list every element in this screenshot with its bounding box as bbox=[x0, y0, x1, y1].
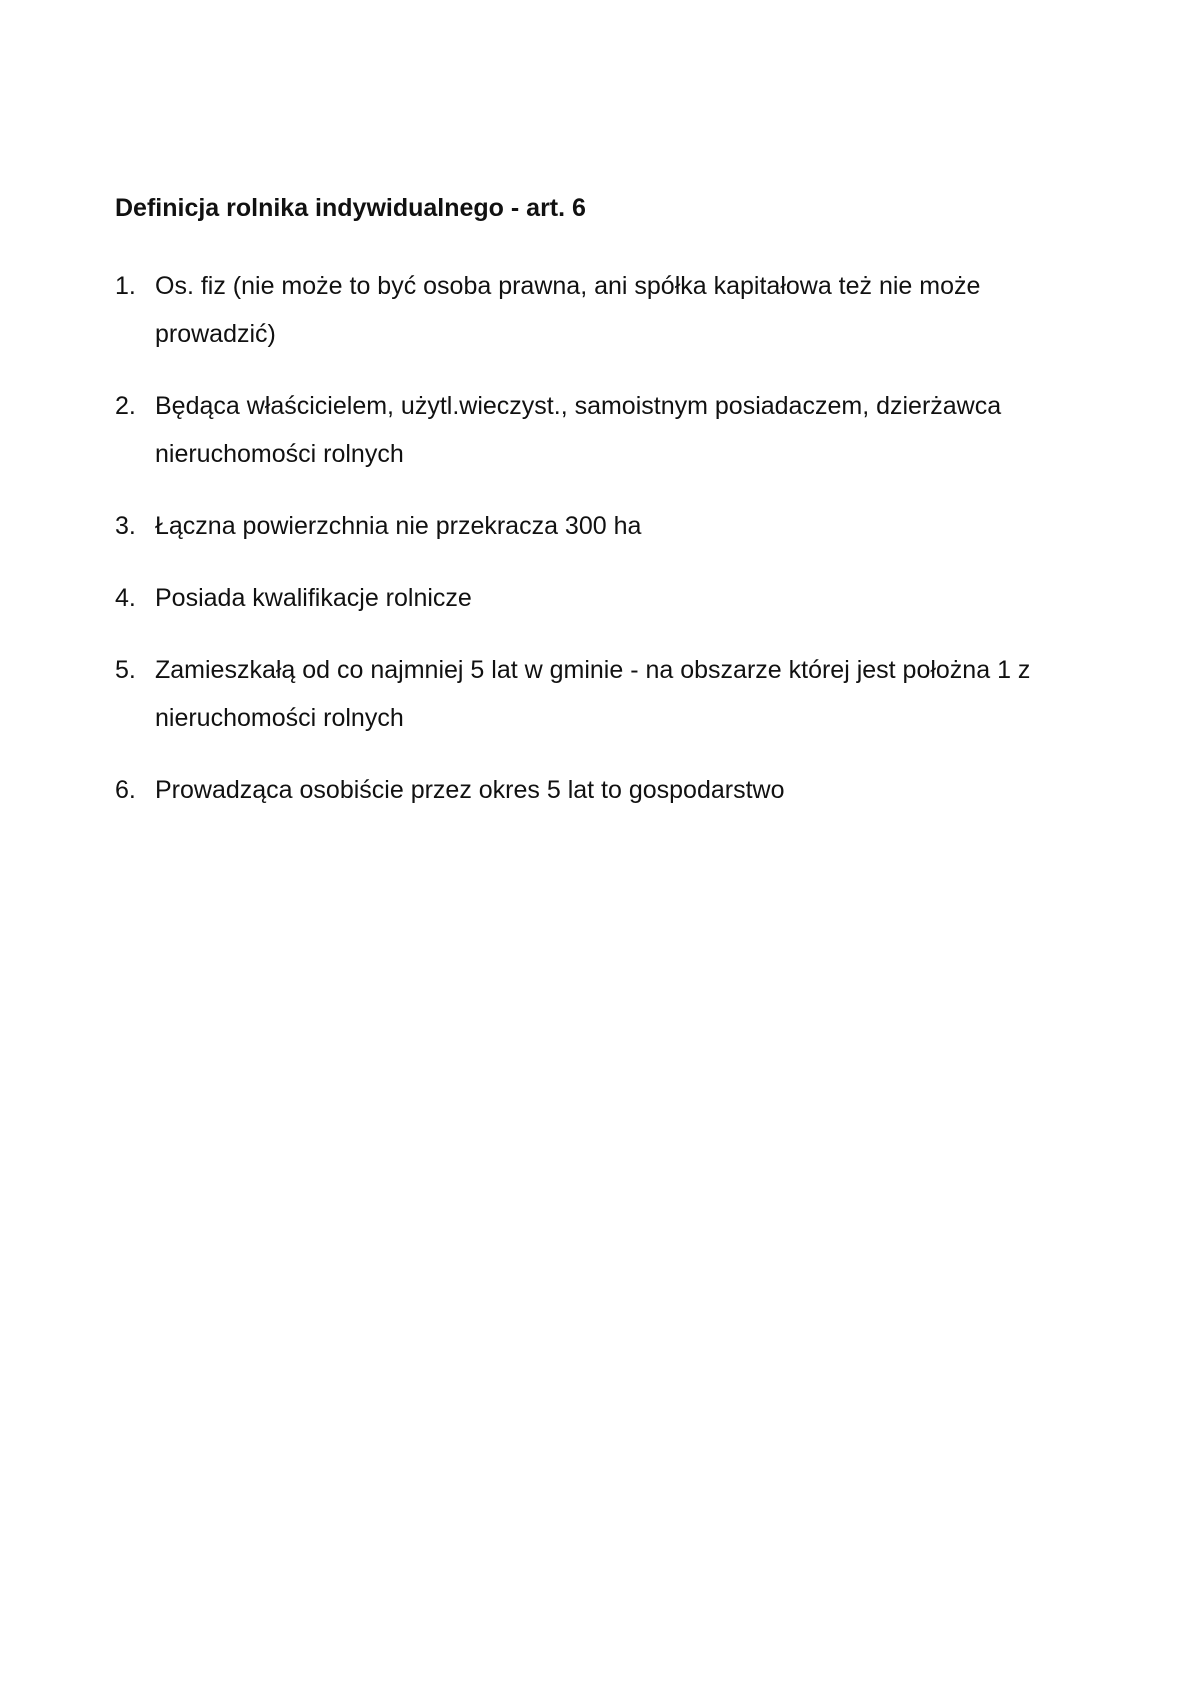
numbered-list bbox=[115, 262, 1075, 838]
list-item-number: 2. bbox=[115, 392, 136, 420]
list-item bbox=[115, 262, 1075, 358]
list-item-text: Będąca właścicielem, użytl.wieczyst., samoistnym posiadaczem, dzierżawca nieruchomości rolnych bbox=[155, 392, 1002, 468]
list-item-text: Prowadząca osobiście przez okres 5 lat to gospodarstwo bbox=[155, 776, 785, 804]
document-title: Definicja rolnika indywidualnego - art. 6 bbox=[115, 194, 586, 222]
list-item-text: Os. fiz (nie może to być osoba prawna, ani spółka kapitałowa też nie może prowadzić) bbox=[155, 272, 981, 348]
list-item bbox=[115, 646, 1075, 742]
list-item-number: 1. bbox=[115, 272, 136, 300]
list-item bbox=[115, 502, 1075, 550]
list-item-text: Zamieszkałą od co najmniej 5 lat w gminie - na obszarze której jest położna 1 z nieruchomości rolnych bbox=[155, 656, 1031, 732]
list-item bbox=[115, 574, 1075, 622]
list-item bbox=[115, 766, 1075, 814]
list-item-number: 6. bbox=[115, 776, 136, 804]
list-item-number: 5. bbox=[115, 656, 136, 684]
list-item-number: 3. bbox=[115, 512, 136, 540]
list-item bbox=[115, 382, 1075, 478]
list-item-number: 4. bbox=[115, 584, 136, 612]
list-item-text: Posiada kwalifikacje rolnicze bbox=[155, 584, 472, 612]
list-item-text: Łączna powierzchnia nie przekracza 300 ha bbox=[155, 512, 642, 540]
